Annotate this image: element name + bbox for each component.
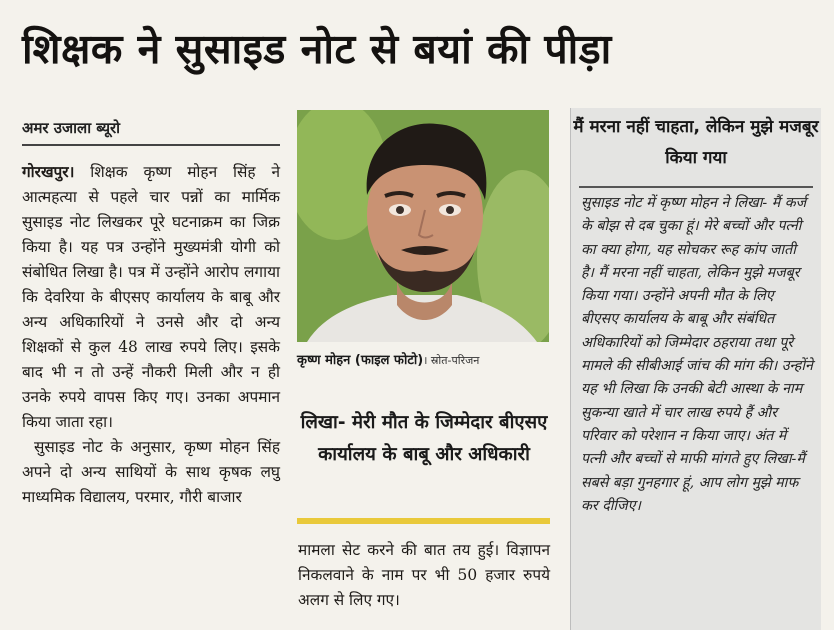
story-paragraph-2: सुसाइड नोट के अनुसार, कृष्ण मोहन सिंह अपने दो अन्य साथियों के साथ कृषक लघु माध्यमिक विद्यालय, परमार, गौरी बाजार <box>22 438 280 506</box>
photo-caption-text: कृष्ण मोहन (फाइल फोटो) <box>297 353 424 368</box>
sidebar-body-text: सुसाइड नोट में कृष्ण मोहन ने लिखा- मैं कर्ज के बोझ से दब चुका हूं। मेरे बच्चों और पत्नी का क्या होगा, यह सोचकर रूह कांप जाती है। मैं मरना नहीं चाहता, लेकिन मुझे मजबूर किया गया। उन्होंने अपनी मौत के लिए बीएसए कार्यालय के बाबू और संबंधित अधिकारियों को जिम्मेदार ठहराया तथा पूरे मामले की सीबीआई जांच की मांग की। उन्होंने यह भी लिखा कि उनकी बेटी आस्था के नाम सुकन्या खाते में चार लाख रुपये हैं और परिवार को परेशान न किया जाए। अंत में पत्नी और बच्चों से माफी मांगते हुए लिखा-मैं सबसे बड़ा गुनहगार हूं, आप लोग मुझे माफ कर दीजिए। <box>581 195 813 514</box>
dateline: गोरखपुर। <box>22 163 75 181</box>
story-paragraph-middle: मामला सेट करने की बात तय हुई। विज्ञापन निकलवाने के नाम पर भी 50 हजार रुपये अलग से लिए गए। <box>298 541 550 609</box>
sidebar-box <box>570 108 821 630</box>
sidebar-divider <box>579 186 813 188</box>
sidebar-heading: मैं मरना नहीं चाहता, लेकिन मुझे मजबूर किया गया <box>573 117 819 168</box>
byline: अमर उजाला ब्यूरो <box>22 119 121 137</box>
story-paragraph-1 <box>22 160 280 435</box>
pull-quote-divider <box>297 518 550 524</box>
story-paragraph-1-text: शिक्षक कृष्ण मोहन सिंह ने आत्महत्या से पहले चार पन्नों का मार्मिक सुसाइड नोट लिखकर पूरे घटनाक्रम का जिक्र किया है। यह पत्र उन्होंने मुख्यमंत्री योगी को संबोधित लिखा है। पत्र में उन्होंने आरोप लगाया कि देवरिया के बीएसए कार्यालय के बाबू और अन्य अधिकारियों ने उनसे और दो अन्य शिक्षकों से कुल 48 लाख रुपये लिए। इसके बाद भी न तो उन्हें नौकरी मिली और न ही उनके रुपये वापस किए गए। उनका अपमान किया जाता रहा। <box>22 163 280 431</box>
story-column-left <box>22 160 280 510</box>
cropped-previous-line <box>0 0 834 8</box>
byline-divider <box>22 144 280 146</box>
pull-quote: लिखा- मेरी मौत के जिम्मेदार बीएसए कार्यालय के बाबू और अधिकारी <box>300 412 548 465</box>
portrait-illustration <box>297 110 549 342</box>
photo-caption <box>297 350 552 368</box>
sidebar-body <box>581 192 813 518</box>
story-column-middle <box>298 538 550 613</box>
headline: शिक्षक ने सुसाइड नोट से बयां की पीड़ा <box>22 25 612 73</box>
photo-source: । स्रोत-परिजन <box>423 354 480 367</box>
teacher-photo <box>297 110 549 342</box>
